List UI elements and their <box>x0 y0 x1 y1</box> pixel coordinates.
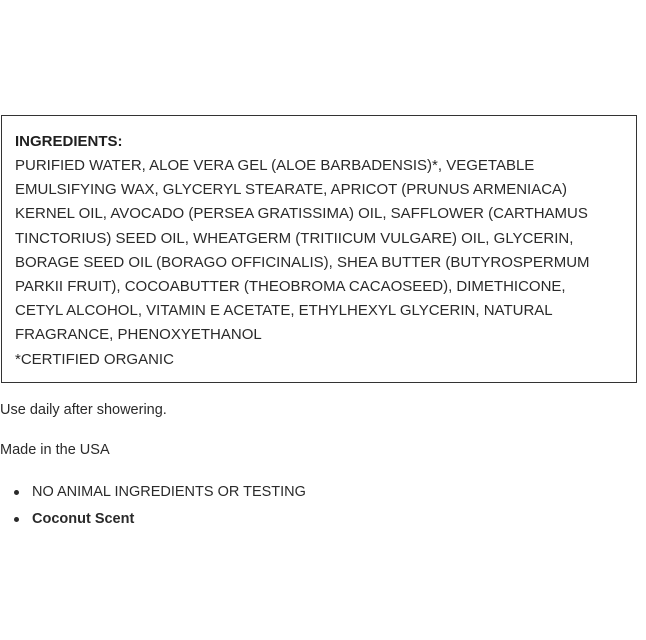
ingredients-line: FRAGRANCE, PHENOXYETHANOL <box>15 326 262 344</box>
ingredients-line: PURIFIED WATER, ALOE VERA GEL (ALOE BARBADENSIS)*, VEGETABLE <box>15 157 535 174</box>
ingredients-line: TINCTORIUS) SEED OIL, WHEATGERM (TRITIICUM VULGARE) OIL, GLYCERIN, <box>15 229 574 247</box>
ingredients-line: BORAGE SEED OIL (BORAGO OFFICINALIS), SHEA BUTTER (BUTYROSPERMUM <box>15 253 590 271</box>
ingredients-title: INGREDIENTS: <box>15 133 123 150</box>
list-item <box>0 506 306 533</box>
feature-list <box>0 479 306 533</box>
bullet-icon <box>14 517 19 522</box>
certified-organic-note: *CERTIFIED ORGANIC <box>15 350 174 368</box>
feature-text: Coconut Scent <box>32 511 135 527</box>
ingredients-panel <box>1 115 637 383</box>
bullet-icon <box>14 490 19 495</box>
ingredients-line: CETYL ALCOHOL, VITAMIN E ACETATE, ETHYLHEXYL GLYCERIN, NATURAL <box>15 302 553 320</box>
feature-text: NO ANIMAL INGREDIENTS OR TESTING <box>32 484 306 500</box>
ingredients-line: KERNEL OIL, AVOCADO (PERSEA GRATISSIMA) OIL, SAFFLOWER (CARTHAMUS <box>15 205 588 223</box>
ingredients-line: PARKII FRUIT), COCOABUTTER (THEOBROMA CACAOSEED), DIMETHICONE, <box>15 278 566 296</box>
origin-note: Made in the USA <box>0 442 110 458</box>
ingredients-line: EMULSIFYING WAX, GLYCERYL STEARATE, APRICOT (PRUNUS ARMENIACA) <box>15 181 568 199</box>
list-item <box>0 479 306 506</box>
usage-note: Use daily after showering. <box>0 402 167 418</box>
